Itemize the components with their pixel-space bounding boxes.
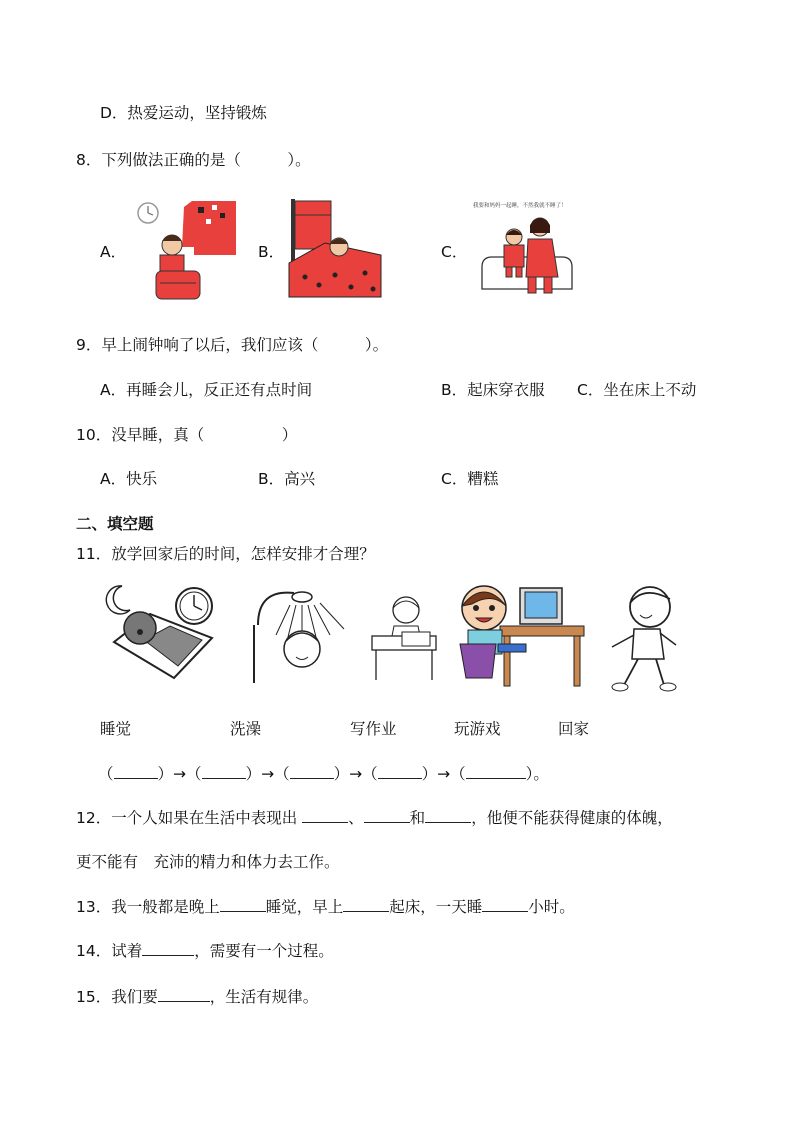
q11-image-bathing <box>250 585 360 685</box>
q9-option-a: A．再睡会儿，反正还有点时间 <box>100 381 313 399</box>
q10-option-c: C．糟糕 <box>441 470 499 488</box>
q11-image-going-home <box>604 585 684 695</box>
q13-blank-2[interactable] <box>343 897 389 912</box>
q11-blank-4[interactable] <box>378 764 422 779</box>
q7-option-d: D．热爱运动，坚持锻炼 <box>100 104 267 122</box>
q12-line1: 12．一个人如果在生活中表现出 、 和 ，他便不能获得健康的体魄， <box>76 809 673 827</box>
q9-question: 9．早上闹钟响了以后，我们应该（ ）。 <box>76 336 389 354</box>
q10-option-b: B．高兴 <box>258 470 316 488</box>
q14: 14．试着 ，需要有一个过程。 <box>76 942 334 960</box>
q11-question: 11．放学回家后的时间，怎样安排才合理？ <box>76 545 375 563</box>
q13-blank-1[interactable] <box>220 897 266 912</box>
q10-question: 10．没早睡，真（ ） <box>76 426 298 444</box>
q11-blank-2[interactable] <box>202 764 246 779</box>
q15: 15．我们要 ，生活有规律。 <box>76 988 319 1006</box>
q8-image-b-lying-in-bed <box>285 197 385 301</box>
q11-blank-1[interactable] <box>114 764 158 779</box>
q8-question: 8．下列做法正确的是（ ）。 <box>76 151 311 169</box>
q11-image-playing-computer <box>458 582 586 686</box>
q11-label-sleep: 睡觉 <box>100 720 132 738</box>
q12-line2: 更不能有 充沛的精力和体力去工作。 <box>76 853 340 871</box>
q8-option-a-label: A． <box>100 243 127 261</box>
q9-option-c: C．坐在床上不动 <box>577 381 697 399</box>
q11-answer-sequence: （ ）→（ ）→（ ）→（ ）→（ ）。 <box>98 765 549 783</box>
q11-image-homework <box>368 590 440 682</box>
q8-option-b-label: B． <box>258 243 285 261</box>
q15-blank[interactable] <box>158 987 210 1002</box>
q11-label-bath: 洗澡 <box>230 720 262 738</box>
q11-label-homework: 写作业 <box>350 720 397 738</box>
q8-image-c-mother-and-child <box>470 197 580 301</box>
q8-image-a-tv-watching <box>134 197 240 301</box>
q8-image-c-caption: 我要和妈妈一起睡，不然我就不睡了！ <box>473 203 567 209</box>
q11-label-go-home: 回家 <box>558 720 590 738</box>
q11-label-play-game: 玩游戏 <box>454 720 501 738</box>
section-title-fill-in: 二、填空题 <box>76 515 154 533</box>
q8-option-c-label: C． <box>441 243 468 261</box>
q12-blank-2[interactable] <box>364 808 410 823</box>
q12-blank-1[interactable] <box>302 808 348 823</box>
q9-option-b: B．起床穿衣服 <box>441 381 545 399</box>
q11-blank-5[interactable] <box>466 764 526 779</box>
q12-blank-3[interactable] <box>425 808 471 823</box>
q10-option-a: A．快乐 <box>100 470 158 488</box>
q13-blank-3[interactable] <box>482 897 528 912</box>
q11-image-sleeping <box>104 582 224 682</box>
q11-blank-3[interactable] <box>290 764 334 779</box>
q14-blank[interactable] <box>142 941 194 956</box>
q13: 13．我一般都是晚上 睡觉，早上 起床，一天睡 小时。 <box>76 898 575 916</box>
